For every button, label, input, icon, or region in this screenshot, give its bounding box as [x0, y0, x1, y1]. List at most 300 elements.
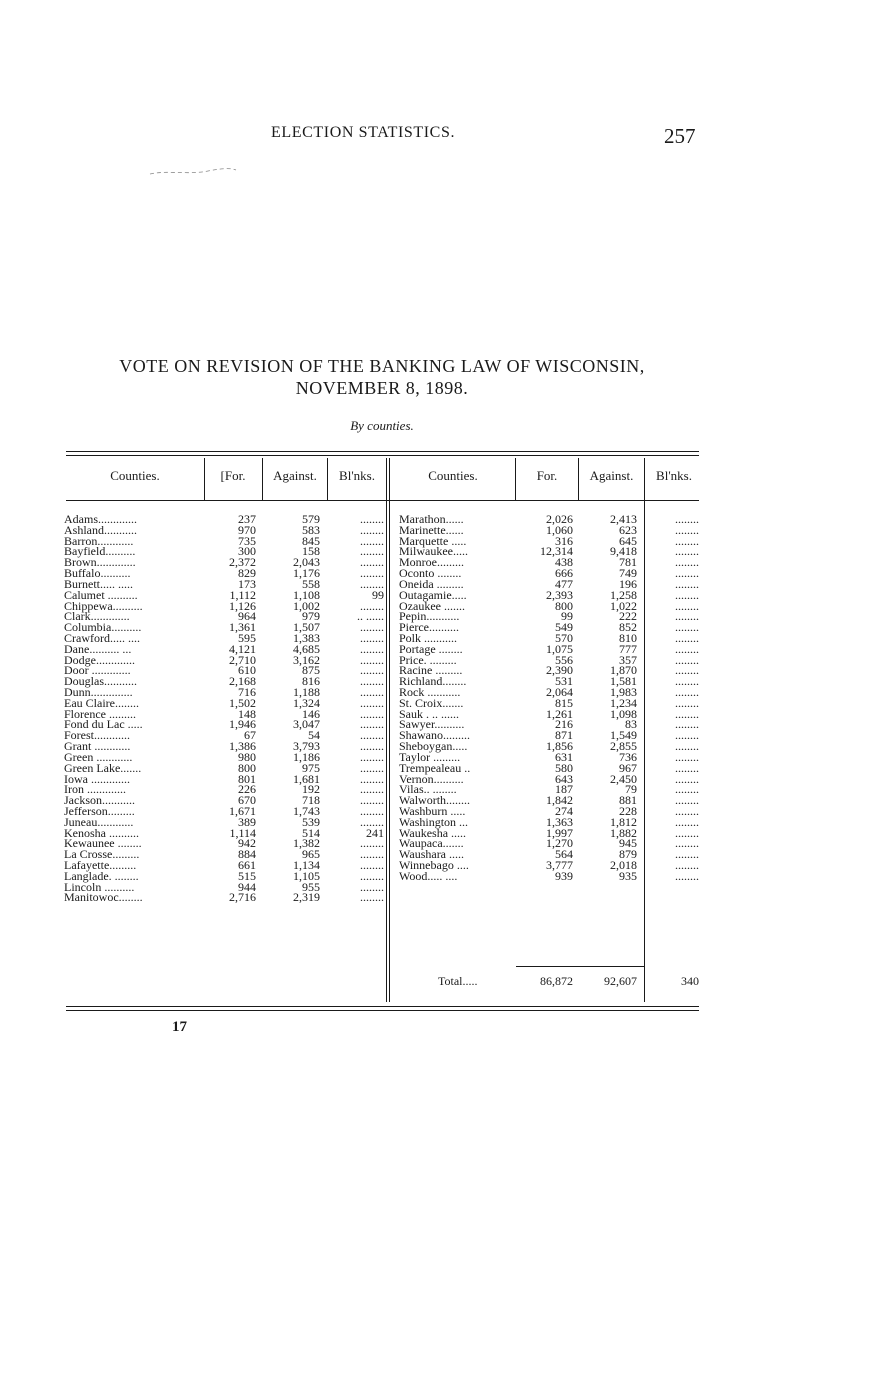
right-county-cell: Washburn .....: [399, 803, 466, 818]
left-for-cell: 1,671: [229, 803, 256, 818]
left-for-cell: 670: [238, 793, 256, 808]
right-county-cell: Marquette .....: [399, 533, 467, 548]
right-county-cell: Milwaukee.....: [399, 544, 468, 559]
right-against-cell: 1,549: [610, 728, 637, 743]
right-against-cell: 1,258: [610, 587, 637, 602]
center-divider: [389, 458, 390, 1002]
left-against-cell: 975: [302, 760, 320, 775]
left-blanks-cell: ........: [360, 685, 384, 699]
left-county-cell: Iowa .............: [64, 771, 130, 786]
left-county-cell: La Crosse.........: [64, 847, 140, 862]
right-county-cell: Marathon......: [399, 514, 464, 526]
right-county-cell: Marinette......: [399, 522, 464, 537]
right-county-column: [399, 514, 514, 882]
right-for-cell: 580: [555, 760, 573, 775]
right-county-cell: Sawyer..........: [399, 717, 465, 732]
left-county-cell: Chippewa..........: [64, 598, 143, 613]
right-county-cell: Pierce..........: [399, 620, 459, 635]
left-county-cell: Jefferson.........: [64, 803, 135, 818]
header-counties-right: Counties.: [428, 468, 478, 483]
right-for-cell: 871: [555, 728, 573, 743]
title-line-1: VOTE ON REVISION OF THE BANKING LAW OF WISCONSIN,: [119, 356, 645, 376]
left-against-cell: 539: [302, 814, 320, 829]
left-county-cell: Green Lake.......: [64, 760, 142, 775]
left-county-cell: Kewaunee ........: [64, 836, 142, 851]
left-county-cell: Dunn..............: [64, 685, 133, 699]
right-county-cell: Waupaca.......: [399, 836, 464, 851]
left-for-cell: 595: [238, 630, 256, 645]
left-blanks-cell: ........: [360, 739, 384, 754]
header-against-right: Against.: [589, 468, 634, 483]
left-blanks-cell: ........: [360, 760, 384, 775]
right-blanks-column: [648, 514, 699, 882]
right-county-cell: Richland........: [399, 674, 467, 689]
left-for-cell: 1,361: [229, 620, 256, 635]
header-rule: [66, 500, 699, 501]
left-county-cell: Forest............: [64, 728, 130, 743]
right-against-cell: 1,870: [610, 663, 637, 678]
right-county-cell: Wood..... ....: [399, 868, 458, 882]
left-for-cell: 2,372: [229, 555, 256, 570]
right-blanks-cell: ........: [675, 620, 699, 635]
right-county-cell: Washington ...: [399, 814, 469, 829]
right-blanks-cell: ........: [675, 566, 699, 581]
left-for-cell: 226: [238, 782, 256, 797]
left-against-cell: 1,134: [293, 858, 320, 872]
right-against-cell: 967: [619, 760, 637, 775]
right-blanks-cell: ........: [675, 868, 699, 883]
right-for-cell: 1,363: [546, 814, 573, 829]
left-against-cell: 718: [302, 793, 320, 808]
left-county-cell: Fond du Lac .....: [64, 717, 143, 732]
left-for-cell: 148: [238, 706, 256, 721]
left-blanks-cell: ........: [360, 620, 384, 635]
right-county-cell: Winnebago ....: [399, 858, 469, 872]
right-against-cell: 810: [619, 630, 637, 645]
page-number: 257: [664, 124, 696, 148]
right-against-cell: 1,022: [610, 598, 637, 613]
left-blanks-cell: ........: [360, 879, 384, 894]
right-for-cell: 643: [555, 771, 573, 786]
left-blanks-cell: ........: [360, 868, 384, 883]
left-blanks-cell: ........: [360, 533, 384, 548]
right-for-cell: 2,026: [546, 512, 573, 526]
left-county-cell: Adams.............: [64, 514, 137, 526]
left-against-cell: 3,793: [293, 739, 320, 754]
right-county-cell: Sheboygan.....: [399, 739, 468, 754]
right-blanks-cell: ........: [675, 749, 699, 764]
right-county-cell: Polk ...........: [399, 630, 458, 645]
right-blanks-cell: ........: [675, 522, 699, 537]
total-blanks: 340: [681, 974, 699, 988]
right-against-cell: 1,812: [610, 814, 637, 829]
left-for-cell: 2,710: [229, 652, 256, 667]
right-county-cell: Trempealeau ..: [399, 760, 471, 775]
right-for-cell: 477: [555, 576, 573, 591]
header-blanks-right: Bl'nks.: [656, 468, 692, 483]
right-for-cell: 815: [555, 695, 573, 710]
right-against-cell: 777: [619, 641, 637, 656]
left-county-cell: Lincoln ..........: [64, 879, 135, 894]
left-blanks-cell: ........: [360, 641, 384, 656]
left-for-cell: 4,121: [229, 641, 256, 656]
title-line-2: NOVEMBER 8, 1898.: [295, 378, 469, 398]
right-for-cell: 549: [555, 620, 573, 635]
right-county-cell: Taylor .........: [399, 749, 461, 764]
right-against-cell: 945: [619, 836, 637, 851]
left-for-cell: 610: [238, 663, 256, 678]
right-blanks-cell: ........: [675, 587, 699, 602]
left-for-cell: 2,168: [229, 674, 256, 689]
right-county-cell: Vilas.. ........: [399, 782, 457, 797]
left-blanks-column: [332, 514, 384, 903]
right-for-column: [519, 514, 573, 882]
right-for-cell: 1,856: [546, 739, 573, 754]
right-against-cell: 357: [619, 652, 637, 667]
right-blanks-cell: ........: [675, 576, 699, 591]
right-against-cell: 935: [619, 868, 637, 883]
left-against-cell: 579: [302, 512, 320, 526]
left-county-cell: Dane.......... ...: [64, 641, 132, 656]
right-against-cell: 1,983: [610, 685, 637, 699]
right-against-cell: 749: [619, 566, 637, 581]
right-blanks-cell: ........: [675, 685, 699, 699]
left-for-cell: 515: [238, 868, 256, 883]
right-blanks-cell: ........: [675, 630, 699, 645]
left-blanks-cell: ........: [360, 598, 384, 613]
right-blanks-cell: ........: [675, 836, 699, 851]
header-for-right: For.: [536, 468, 558, 483]
left-against-cell: 1,176: [293, 566, 320, 581]
header-counties-left: Counties.: [110, 468, 160, 483]
right-county-cell: Portage ........: [399, 641, 463, 656]
right-blanks-cell: ........: [675, 847, 699, 862]
table-title: [62, 355, 702, 399]
left-blanks-cell: .. ......: [357, 609, 384, 624]
right-against-cell: 1,581: [610, 674, 637, 689]
left-against-cell: 2,043: [293, 555, 320, 570]
left-for-cell: 980: [238, 749, 256, 764]
right-for-cell: 99: [561, 609, 573, 624]
left-county-cell: Manitowoc........: [64, 890, 143, 904]
left-for-cell: 884: [238, 847, 256, 862]
left-county-cell: Iron .............: [64, 782, 126, 797]
right-against-cell: 1,882: [610, 825, 637, 840]
left-against-column: [266, 514, 320, 903]
right-blanks-cell: ........: [675, 695, 699, 710]
total-rule: [516, 966, 644, 967]
total-against: 92,607: [604, 974, 637, 988]
left-for-cell: 942: [238, 836, 256, 851]
right-blanks-cell: ........: [675, 512, 699, 526]
left-for-cell: 389: [238, 814, 256, 829]
left-county-cell: Buffalo..........: [64, 566, 131, 581]
right-blanks-cell: ........: [675, 728, 699, 743]
left-county-cell: Burnett..... .....: [64, 576, 133, 591]
left-for-cell: 661: [238, 858, 256, 872]
right-against-cell: 645: [619, 533, 637, 548]
right-county-cell: Waushara .....: [399, 847, 465, 862]
right-county-cell: Pepin...........: [399, 609, 460, 624]
right-for-cell: 556: [555, 652, 573, 667]
left-for-cell: 964: [238, 609, 256, 624]
left-for-cell: 801: [238, 771, 256, 786]
right-for-cell: 1,997: [546, 825, 573, 840]
left-for-cell: 716: [238, 685, 256, 699]
right-for-cell: 274: [555, 803, 573, 818]
right-for-cell: 216: [555, 717, 573, 732]
right-blanks-cell: ........: [675, 544, 699, 559]
bottom-rule-1: [66, 1006, 699, 1007]
right-for-cell: 1,261: [546, 706, 573, 721]
right-blanks-cell: ........: [675, 717, 699, 732]
right-for-cell: 666: [555, 566, 573, 581]
right-county-cell: Monroe.........: [399, 555, 464, 570]
left-against-cell: 1,382: [293, 836, 320, 851]
left-county-column: [64, 514, 197, 903]
left-against-cell: 192: [302, 782, 320, 797]
right-for-cell: 316: [555, 533, 573, 548]
right-blanks-cell: ........: [675, 825, 699, 840]
left-against-cell: 583: [302, 522, 320, 537]
right-county-cell: Outagamie.....: [399, 587, 467, 602]
right-against-cell: 228: [619, 803, 637, 818]
left-blanks-cell: ........: [360, 890, 384, 905]
total-for: 86,872: [540, 974, 573, 988]
right-against-cell: 852: [619, 620, 637, 635]
left-county-cell: Clark.............: [64, 609, 130, 624]
header-blanks-left: Bl'nks.: [339, 468, 375, 483]
right-against-cell: 79: [625, 782, 637, 797]
left-against-cell: 1,108: [293, 587, 320, 602]
right-for-cell: 187: [555, 782, 573, 797]
right-against-cell: 2,018: [610, 858, 637, 872]
bottom-rule-2: [66, 1010, 699, 1011]
right-blanks-cell: ........: [675, 814, 699, 829]
left-blanks-cell: ........: [360, 728, 384, 743]
right-blanks-cell: ........: [675, 782, 699, 797]
right-for-cell: 12,314: [540, 544, 573, 559]
left-for-cell: 2,716: [229, 890, 256, 905]
right-blanks-cell: ........: [675, 771, 699, 786]
right-blanks-cell: ........: [675, 609, 699, 624]
right-county-cell: Ozaukee .......: [399, 598, 465, 613]
left-county-cell: Jackson...........: [64, 793, 135, 808]
right-against-cell: 222: [619, 609, 637, 624]
right-for-cell: 631: [555, 749, 573, 764]
right-for-cell: 564: [555, 847, 573, 862]
left-blanks-cell: ........: [360, 717, 384, 732]
right-against-cell: 2,413: [610, 512, 637, 526]
right-against-cell: 881: [619, 793, 637, 808]
right-county-cell: Walworth........: [399, 793, 471, 808]
left-county-cell: Kenosha ..........: [64, 825, 139, 840]
right-county-cell: Waukesha .....: [399, 825, 467, 840]
left-for-cell: 300: [238, 544, 256, 559]
right-for-cell: 939: [555, 868, 573, 883]
right-blanks-cell: ........: [675, 739, 699, 754]
left-against-cell: 3,162: [293, 652, 320, 667]
left-against-cell: 54: [308, 728, 320, 743]
header-for-left: [For.: [220, 468, 246, 483]
right-blanks-cell: ........: [675, 793, 699, 808]
left-blanks-cell: ........: [360, 749, 384, 764]
right-against-cell: 9,418: [610, 544, 637, 559]
right-blanks-cell: ........: [675, 674, 699, 689]
left-against-cell: 979: [302, 609, 320, 624]
right-for-cell: 570: [555, 630, 573, 645]
right-against-cell: 83: [625, 717, 637, 732]
left-against-cell: 1,743: [293, 803, 320, 818]
right-county-cell: Oconto ........: [399, 566, 462, 581]
left-blanks-cell: ........: [360, 630, 384, 645]
right-against-cell: 196: [619, 576, 637, 591]
right-blanks-cell: ........: [675, 858, 699, 872]
right-against-cell: 736: [619, 749, 637, 764]
left-blanks-cell: 241: [366, 825, 384, 840]
left-blanks-cell: ........: [360, 674, 384, 689]
right-blanks-cell: ........: [675, 760, 699, 775]
left-blanks-cell: ........: [360, 663, 384, 678]
left-blanks-cell: ........: [360, 512, 384, 526]
left-against-cell: 1,383: [293, 630, 320, 645]
left-against-cell: 1,002: [293, 598, 320, 613]
left-for-cell: 735: [238, 533, 256, 548]
right-blanks-cell: ........: [675, 663, 699, 678]
signature-mark: 17: [172, 1019, 187, 1035]
right-for-cell: 1,842: [546, 793, 573, 808]
right-for-cell: 2,393: [546, 587, 573, 602]
left-against-cell: 1,186: [293, 749, 320, 764]
right-against-cell: 1,098: [610, 706, 637, 721]
right-for-cell: 531: [555, 674, 573, 689]
left-county-cell: Ashland...........: [64, 522, 137, 537]
left-county-cell: Juneau............: [64, 814, 134, 829]
right-for-cell: 1,060: [546, 522, 573, 537]
left-blanks-cell: ........: [360, 803, 384, 818]
right-against-cell: 1,234: [610, 695, 637, 710]
left-against-cell: 1,507: [293, 620, 320, 635]
right-for-cell: 2,390: [546, 663, 573, 678]
left-county-cell: Florence .........: [64, 706, 136, 721]
left-county-cell: Douglas...........: [64, 674, 137, 689]
right-blanks-cell: ........: [675, 533, 699, 548]
left-for-cell: 944: [238, 879, 256, 894]
left-for-cell: 1,386: [229, 739, 256, 754]
left-blanks-cell: ........: [360, 522, 384, 537]
right-against-cell: 781: [619, 555, 637, 570]
right-for-cell: 3,777: [546, 858, 573, 872]
left-for-cell: 67: [244, 728, 256, 743]
right-for-cell: 1,075: [546, 641, 573, 656]
left-for-cell: 829: [238, 566, 256, 581]
left-against-cell: 955: [302, 879, 320, 894]
left-against-cell: 875: [302, 663, 320, 678]
left-for-cell: 1,946: [229, 717, 256, 732]
left-blanks-cell: ........: [360, 566, 384, 581]
right-blanks-cell: ........: [675, 803, 699, 818]
right-county-cell: Racine .........: [399, 663, 463, 678]
right-against-cell: 879: [619, 847, 637, 862]
left-county-cell: Crawford..... ....: [64, 630, 140, 645]
left-against-cell: 3,047: [293, 717, 320, 732]
top-rule-2: [66, 455, 699, 456]
left-for-cell: 1,114: [229, 825, 256, 840]
col-divider: [204, 458, 205, 500]
center-divider: [386, 458, 387, 1002]
right-for-cell: 800: [555, 598, 573, 613]
left-against-cell: 146: [302, 706, 320, 721]
right-against-cell: 623: [619, 522, 637, 537]
right-county-cell: Sauk . .. ......: [399, 706, 459, 721]
right-county-cell: Oneida .........: [399, 576, 464, 591]
left-blanks-cell: ........: [360, 847, 384, 862]
right-blanks-cell: ........: [675, 641, 699, 656]
running-head: ELECTION STATISTICS.: [271, 124, 456, 141]
left-against-cell: 1,105: [293, 868, 320, 883]
header-against-left: Against.: [273, 468, 317, 483]
left-county-cell: Grant ............: [64, 739, 131, 754]
left-blanks-cell: ........: [360, 836, 384, 851]
left-blanks-cell: ........: [360, 695, 384, 710]
left-county-cell: Columbia..........: [64, 620, 142, 635]
left-county-cell: Dodge.............: [64, 652, 135, 667]
left-for-cell: 1,502: [229, 695, 256, 710]
right-for-cell: 438: [555, 555, 573, 570]
left-against-cell: 558: [302, 576, 320, 591]
right-county-cell: Rock ...........: [399, 685, 461, 699]
right-against-cell: 2,855: [610, 739, 637, 754]
left-county-cell: Barron............: [64, 533, 134, 548]
left-county-cell: Green ............: [64, 749, 133, 764]
left-for-cell: 173: [238, 576, 256, 591]
left-blanks-cell: ........: [360, 814, 384, 829]
right-blanks-cell: ........: [675, 706, 699, 721]
left-against-cell: 4,685: [293, 641, 320, 656]
left-for-column: [208, 514, 256, 903]
left-against-cell: 514: [302, 825, 320, 840]
left-blanks-cell: ........: [360, 793, 384, 808]
right-against-column: [583, 514, 637, 882]
left-against-cell: 1,681: [293, 771, 320, 786]
left-blanks-cell: 99: [372, 587, 384, 602]
col-divider: [644, 458, 645, 1002]
left-blanks-cell: ........: [360, 706, 384, 721]
left-county-cell: Eau Claire........: [64, 695, 139, 710]
right-for-cell: 1,270: [546, 836, 573, 851]
left-county-cell: Bayfield..........: [64, 544, 136, 559]
left-against-cell: 965: [302, 847, 320, 862]
left-county-cell: Calumet ..........: [64, 587, 138, 602]
left-against-cell: 816: [302, 674, 320, 689]
left-against-cell: 1,324: [293, 695, 320, 710]
top-rule-1: [66, 451, 699, 452]
left-for-cell: 970: [238, 522, 256, 537]
left-county-cell: Lafayette.........: [64, 858, 137, 872]
left-county-cell: Langlade. ........: [64, 868, 139, 883]
left-against-cell: 158: [302, 544, 320, 559]
right-county-cell: Price. .........: [399, 652, 457, 667]
left-blanks-cell: ........: [360, 771, 384, 786]
right-for-cell: 2,064: [546, 685, 573, 699]
left-for-cell: 1,126: [229, 598, 256, 613]
right-against-cell: 2,450: [610, 771, 637, 786]
left-blanks-cell: ........: [360, 544, 384, 559]
left-against-cell: 2,319: [293, 890, 320, 905]
left-against-cell: 845: [302, 533, 320, 548]
right-blanks-cell: ........: [675, 652, 699, 667]
pencil-mark: [148, 168, 238, 176]
